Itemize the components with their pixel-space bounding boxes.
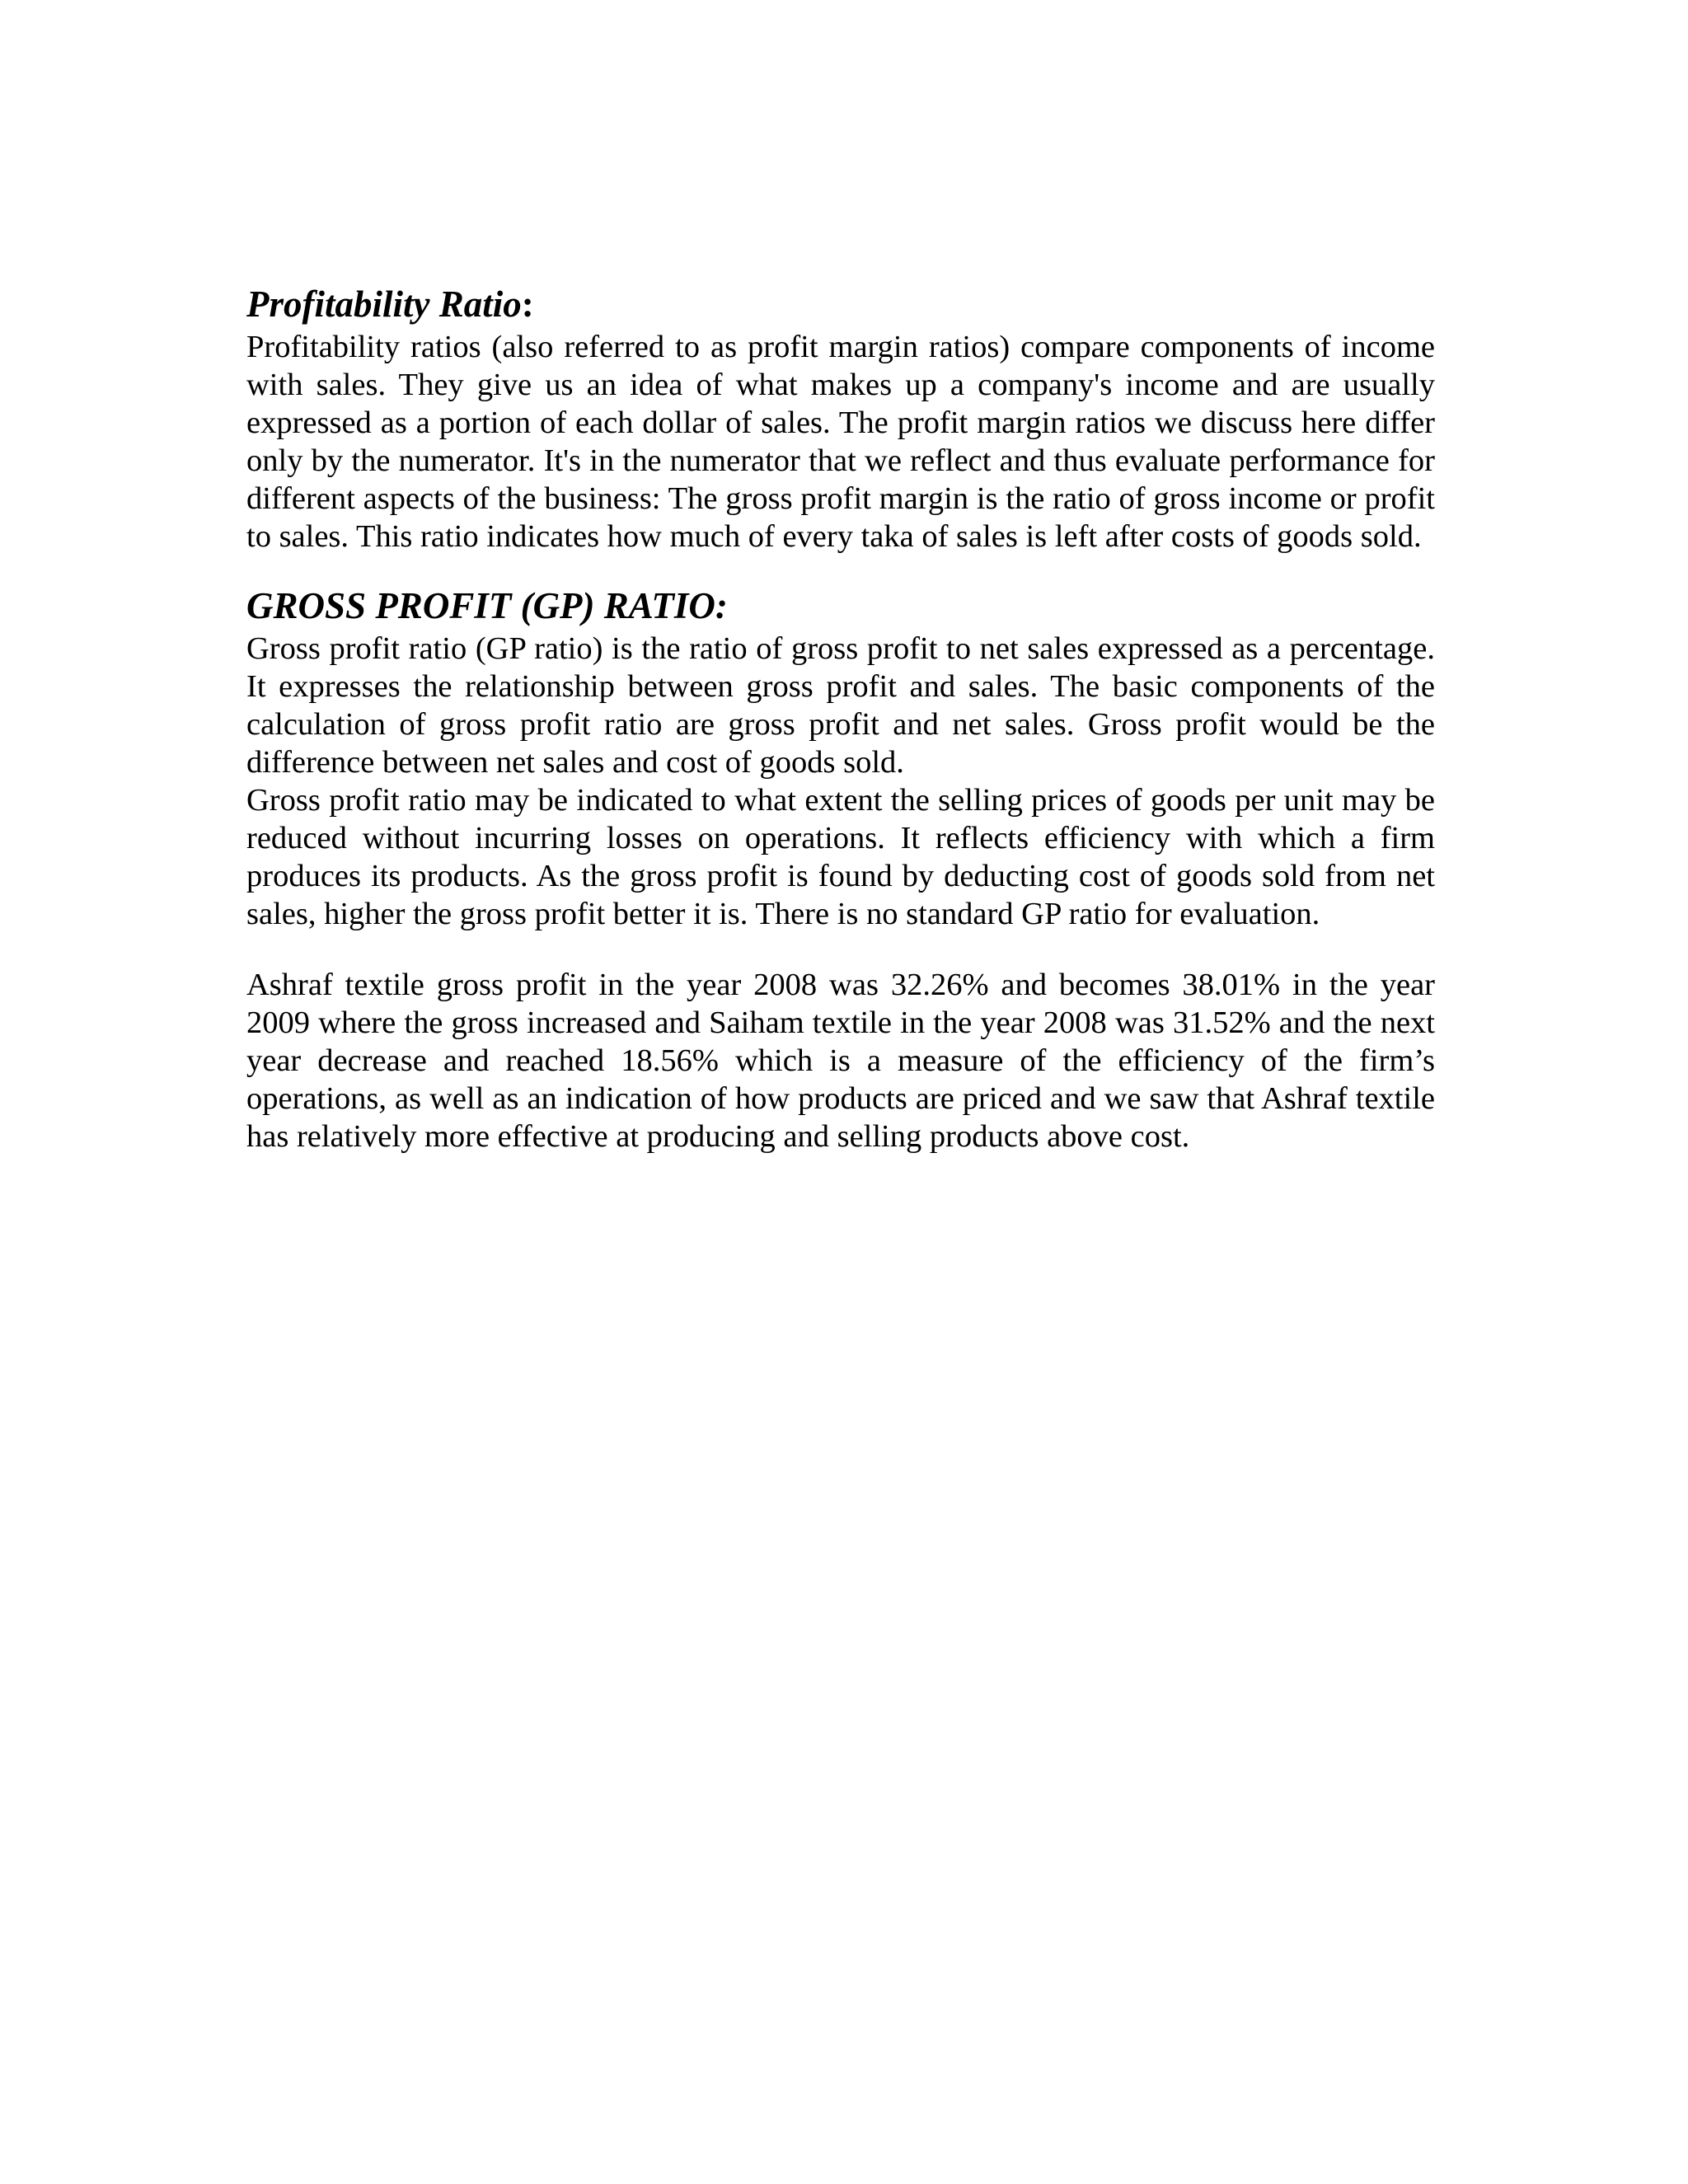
document-page [246,280,1435,1155]
section-spacer [246,555,1435,582]
paragraph-spacer [246,933,1435,966]
gross-profit-ratio-heading: GROSS PROFIT (GP) RATIO: [246,585,728,626]
profitability-ratio-heading-text: Profitability Ratio [246,284,522,325]
textile-comparison-paragraph: Ashraf textile gross profit in the year 2008 was 32.26% and becomes 38.01% in the year 2009 where the gross increased and Saiham textile in the year 2008 was 31.52% and the next year decrease and reached 18.56% which is a measure of the efficiency of the firm’s operations, as well as an indication of how products are priced and we saw that Ashraf textile has relatively more effective at producing and selling products above cost. [246,968,1435,1154]
gross-profit-definition-paragraph: Gross profit ratio (GP ratio) is the ratio of gross profit to net sales expressed as a percentage. It expresses the relationship between gross profit and sales. The basic components of the calculation of gross profit ratio are gross profit and net sales. Gross profit would be the difference between net sales and cost of goods sold. [246,631,1435,780]
profitability-ratio-paragraph: Profitability ratios (also referred to as profit margin ratios) compare components of income with sales. They give us an idea of what makes up a company's income and are usually expressed as a portion of each dollar of sales. The profit margin ratios we discuss here differ only by the numerator. It's in the numerator that we reflect and thus evaluate performance for different aspects of the business: The gross profit margin is the ratio of gross income or profit to sales. This ratio indicates how much of every taka of sales is left after costs of goods sold. [246,330,1435,554]
profitability-ratio-heading [246,280,1435,328]
gross-profit-efficiency-paragraph: Gross profit ratio may be indicated to what extent the selling prices of goods per unit may be reduced without incurring losses on operations. It reflects efficiency with which a firm produces its products. As the gross profit is found by deducting cost of goods sold from net sales, higher the gross profit better it is. There is no standard GP ratio for evaluation. [246,783,1435,931]
heading-colon: : [521,284,534,325]
